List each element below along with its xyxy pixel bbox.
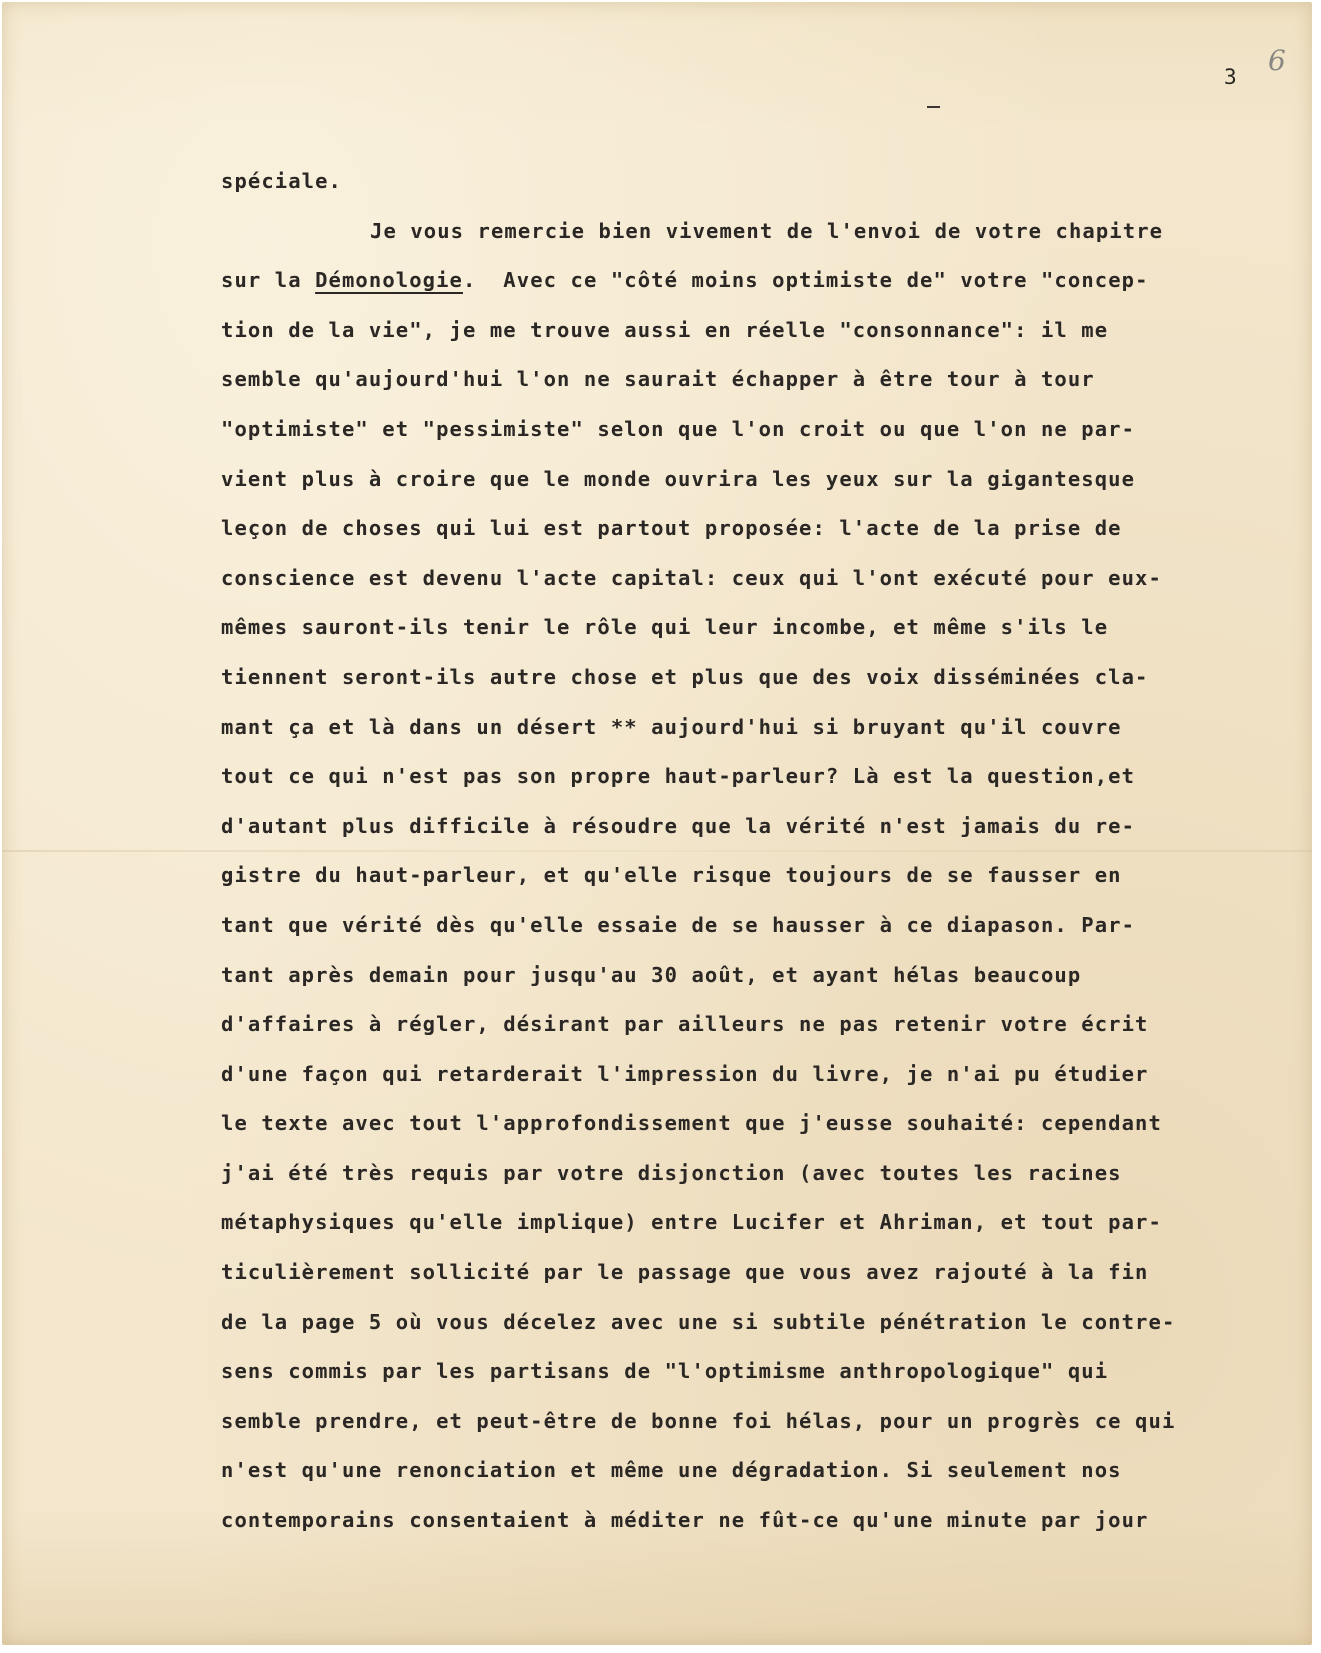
letter-line: d'une façon qui retarderait l'impression du livre, je n'ai pu étudier xyxy=(221,1061,1149,1086)
letter-line: d'autant plus difficile à résoudre que la vérité n'est jamais du re- xyxy=(221,813,1136,838)
letter-line: tant après demain pour jusqu'au 30 août, et ayant hélas beaucoup xyxy=(221,962,1082,987)
letter-line: mêmes sauront-ils tenir le rôle qui leur incombe, et même s'ils le xyxy=(221,615,1109,640)
letter-line: Je vous remercie bien vivement de l'envoi de votre chapitre xyxy=(370,218,1164,243)
letter-line: ticulièrement sollicité par le passage que vous avez rajouté à la fin xyxy=(221,1260,1149,1285)
letter-line: j'ai été très requis par votre disjonction (avec toutes les racines xyxy=(221,1160,1122,1185)
letter-line: n'est qu'une renonciation et même une dégradation. Si seulement nos xyxy=(221,1458,1122,1483)
letter-line xyxy=(221,256,1291,306)
letter-page xyxy=(2,2,1312,1645)
letter-line: vient plus à croire que le monde ouvrira les yeux sur la gigantesque xyxy=(221,466,1136,491)
letter-line: métaphysiques qu'elle implique) entre Lucifer et Ahriman, et tout par- xyxy=(221,1210,1162,1235)
line-text: sur la xyxy=(221,268,316,293)
letter-line: contemporains consentaient à méditer ne fût-ce qu'une minute par jour xyxy=(221,1508,1149,1533)
letter-line: tiennent seront-ils autre chose et plus que des voix disséminées cla- xyxy=(221,664,1149,689)
letter-line: mant ça et là dans un désert ** aujourd'hui si bruyant qu'il couvre xyxy=(221,714,1122,739)
letter-line: tion de la vie", je me trouve aussi en réelle "consonnance": il me xyxy=(221,317,1109,342)
letter-line: gistre du haut-parleur, et qu'elle risque toujours de se fausser en xyxy=(221,863,1122,888)
letter-line: spéciale. xyxy=(221,169,342,193)
letter-line: semble qu'aujourd'hui l'on ne saurait échapper à être tour à tour xyxy=(221,367,1095,392)
underlined-term: Démonologie xyxy=(315,268,463,293)
page-number: 3 xyxy=(1224,65,1237,89)
handwritten-page-annotation: 6 xyxy=(1268,44,1286,77)
letter-line: le texte avec tout l'approfondissement que j'eusse souhaité: cependant xyxy=(221,1111,1162,1136)
letter-line: de la page 5 où vous décelez avec une si subtile pénétration le contre- xyxy=(221,1309,1176,1334)
letter-body xyxy=(221,157,1291,1546)
letter-line: "optimiste" et "pessimiste" selon que l'on croit ou que l'on ne par- xyxy=(221,416,1136,441)
letter-line: semble prendre, et peut-être de bonne foi hélas, pour un progrès ce qui xyxy=(221,1408,1176,1433)
letter-line: conscience est devenu l'acte capital: ceux qui l'ont exécuté pour eux- xyxy=(221,565,1162,590)
letter-line: sens commis par les partisans de "l'optimisme anthropologique" qui xyxy=(221,1359,1109,1384)
line-text: . Avec ce "côté moins optimiste de" votre "concep- xyxy=(462,268,1149,293)
letter-line: leçon de choses qui lui est partout proposée: l'acte de la prise de xyxy=(221,516,1122,541)
letter-line: tant que vérité dès qu'elle essaie de se hausser à ce diapason. Par- xyxy=(221,912,1136,937)
dash-mark xyxy=(927,106,940,108)
letter-line: d'affaires à régler, désirant par ailleurs ne pas retenir votre écrit xyxy=(221,1012,1149,1037)
letter-line: tout ce qui n'est pas son propre haut-parleur? Là est la question,et xyxy=(221,764,1136,789)
